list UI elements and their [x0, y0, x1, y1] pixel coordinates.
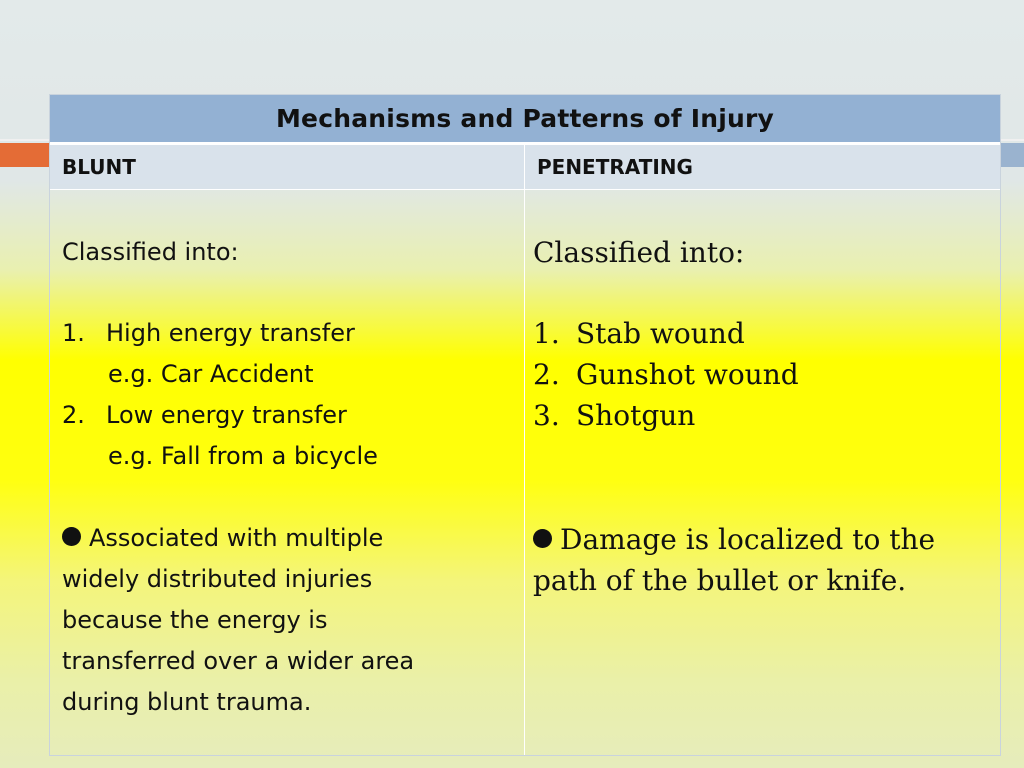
blunt-item-1-example: e.g. Car Accident — [108, 360, 314, 388]
blunt-item-1-number: 1. — [62, 319, 85, 347]
blunt-item-2 — [62, 403, 347, 427]
penetrating-note-line-1 — [533, 523, 936, 556]
blunt-item-2-example: e.g. Fall from a bicycle — [108, 442, 378, 470]
penetrating-item-2-number: 2. — [533, 358, 560, 391]
blunt-item-1 — [62, 321, 355, 345]
penetrating-item-2-label: Gunshot wound — [576, 358, 799, 391]
header-blunt: BLUNT — [62, 155, 136, 179]
penetrating-note-line-2: path of the bullet or knife. — [533, 564, 907, 597]
blunt-item-2-label: Low energy transfer — [106, 401, 347, 429]
accent-bar-blue — [1000, 143, 1024, 167]
blunt-note-text-1: Associated with multiple — [89, 524, 384, 552]
penetrating-item-2 — [533, 358, 799, 391]
penetrating-item-3-label: Shotgun — [576, 399, 696, 432]
decorative-rule-right — [1000, 139, 1024, 141]
table-title-row — [50, 95, 1000, 145]
bullet-icon — [62, 527, 81, 546]
penetrating-note-text-1: Damage is localized to the — [560, 523, 936, 556]
accent-bar-orange — [0, 143, 50, 167]
penetrating-item-3-number: 3. — [533, 399, 560, 432]
bullet-icon — [533, 529, 552, 548]
header-penetrating: PENETRATING — [537, 155, 693, 179]
blunt-note-line-2: widely distributed injuries — [62, 565, 373, 593]
blunt-note-line-5: during blunt trauma. — [62, 688, 312, 716]
blunt-note-line-1 — [62, 526, 383, 550]
penetrating-item-1-label: Stab wound — [576, 317, 745, 350]
penetrating-item-1-number: 1. — [533, 317, 560, 350]
blunt-note-line-3: because the energy is — [62, 606, 328, 634]
table-title: Mechanisms and Patterns of Injury — [275, 104, 774, 133]
column-header-row — [50, 145, 1000, 190]
penetrating-classified-label: Classified into: — [533, 236, 745, 269]
penetrating-item-1 — [533, 317, 745, 350]
blunt-classified-label: Classified into: — [62, 238, 239, 266]
blunt-item-2-number: 2. — [62, 401, 85, 429]
column-divider — [524, 145, 525, 755]
injury-table — [49, 94, 1001, 756]
blunt-item-1-label: High energy transfer — [106, 319, 355, 347]
decorative-rule-left — [0, 139, 50, 141]
penetrating-item-3 — [533, 399, 696, 432]
blunt-note-line-4: transferred over a wider area — [62, 647, 415, 675]
